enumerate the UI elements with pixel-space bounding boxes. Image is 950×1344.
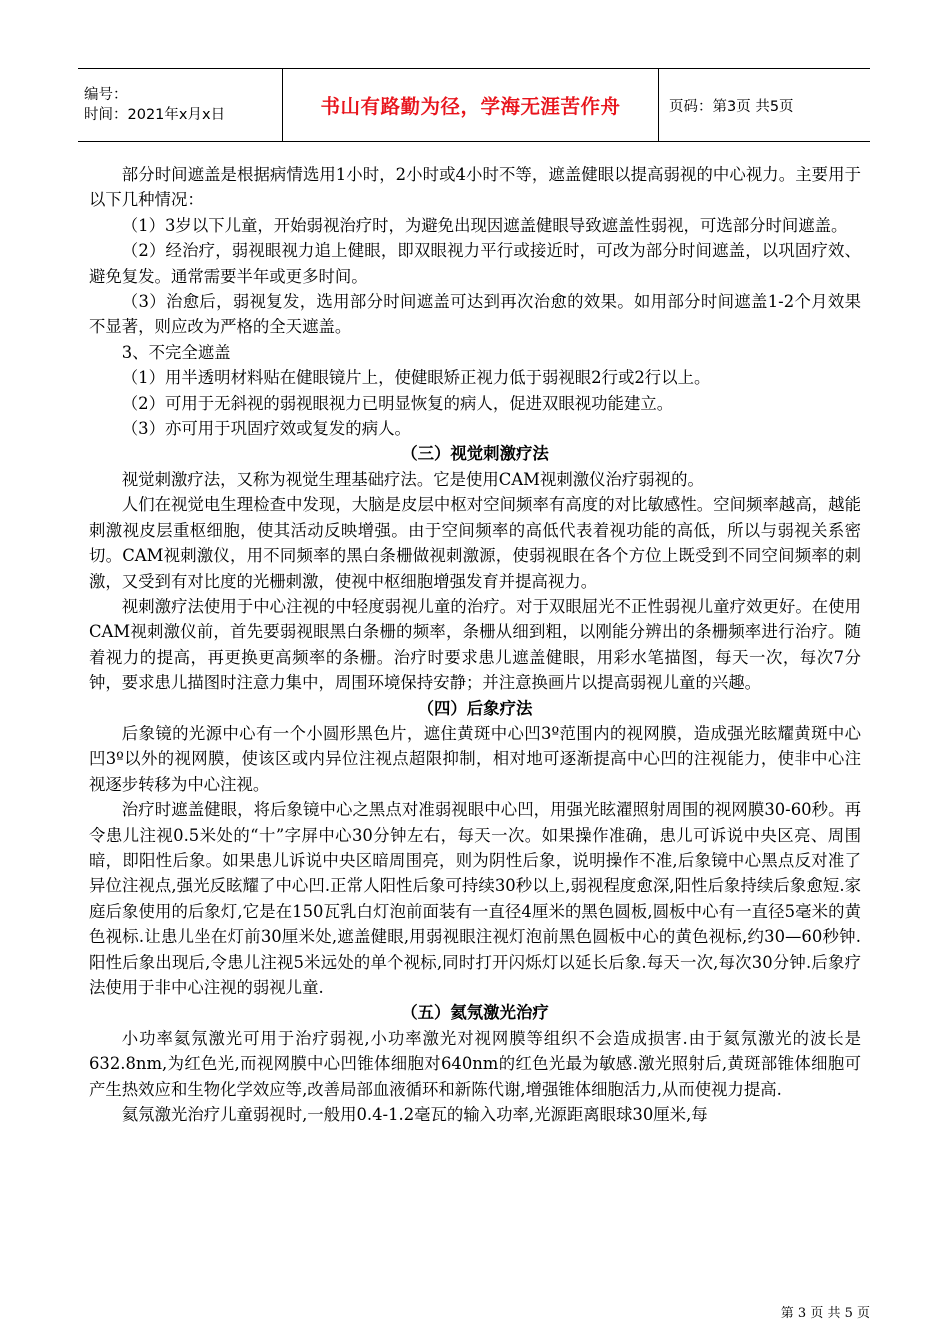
header-meta	[78, 69, 283, 141]
body-paragraph: （3）治愈后，弱视复发，选用部分时间遮盖可达到再次治愈的效果。如用部分时间遮盖1-2个月效果不显著，则应改为严格的全天遮盖。	[89, 292, 861, 337]
page-header	[78, 68, 870, 142]
body-paragraph: 3、不完全遮盖	[121, 342, 231, 362]
body-paragraph: 视刺激疗法使用于中心注视的中轻度弱视儿童的治疗。对于双眼屈光不正性弱视儿童疗效更好。在使用CAM视刺激仪前，首先要弱视眼黑白条栅的频率，条栅从细到粗，以刚能分辨出的条栅频率进行治疗。随着视力的提高，再更换更高频率的条栅。治疗时要求患儿遮盖健眼，用彩水笔描图，每天一次，每次7分钟，要求患儿描图时注意力集中，周围环境保持安静；并注意换画片以提高弱视儿童的兴趣。	[89, 596, 861, 693]
document-time-label: 时间：2021年x月x日	[84, 107, 226, 123]
body-paragraph: 小功率氦氖激光可用于治疗弱视,小功率激光对视网膜等组织不会造成损害.由于氦氖激光的波长是632.8nm,为红色光,而视网膜中心凹锥体细胞对640nm的红色光最为敏感.激光照射后,黄斑部锥体细胞可产生热效应和生物化学效应等,改善局部血液循环和新陈代谢,增强锥体细胞活力,从而使视力提高.	[89, 1028, 861, 1099]
body-paragraph: （3）亦可用于巩固疗效或复发的病人。	[121, 419, 411, 439]
body-paragraph: 氦氖激光治疗儿童弱视时,一般用0.4-1.2毫瓦的输入功率,光源距离眼球30厘米,每	[121, 1105, 708, 1125]
body-paragraph: 部分时间遮盖是根据病情选用1小时，2小时或4小时不等，遮盖健眼以提高弱视的中心视力。主要用于以下几种情况：	[89, 165, 861, 210]
section-heading: （四）后象疗法	[417, 698, 533, 718]
header-motto-cell	[283, 69, 659, 141]
section-heading: （五）氦氖激光治疗	[401, 1003, 549, 1023]
document-body	[89, 162, 861, 1127]
body-paragraph: （2）可用于无斜视的弱视眼视力已明显恢复的病人，促进双眼视功能建立。	[121, 393, 674, 413]
body-paragraph: （1）3岁以下儿童，开始弱视治疗时，为避免出现因遮盖健眼导致遮盖性弱视，可选部分时间遮盖。	[121, 215, 848, 235]
body-paragraph: 人们在视觉电生理检查中发现，大脑是皮层中枢对空间频率有高度的对比敏感性。空间频率越高，越能刺激视皮层重枢细胞，使其活动反映增强。由于空间频率的高低代表着视功能的高低，所以与弱视关系密切。CAM视刺激仪，用不同频率的黑白条栅做视刺激源，使弱视眼在各个方位上既受到不同空间频率的刺激，又受到有对比度的光栅刺激，使视中枢细胞增强发育并提高视力。	[89, 495, 861, 591]
page-footer: 第 3 页 共 5 页	[780, 1306, 870, 1321]
body-paragraph: （2）经治疗，弱视眼视力追上健眼，即双眼视力平行或接近时，可改为部分时间遮盖，以巩固疗效、避免复发。通常需要半年或更多时间。	[89, 241, 861, 286]
body-paragraph: （1）用半透明材料贴在健眼镜片上，使健眼矫正视力低于弱视眼2行或2行以上。	[121, 368, 711, 388]
document-number-label: 编号：	[84, 87, 128, 103]
section-heading: （三）视觉刺激疗法	[401, 444, 549, 464]
body-paragraph: 视觉刺激疗法，又称为视觉生理基础疗法。它是使用CAM视刺激仪治疗弱视的。	[121, 469, 704, 489]
header-page-cell	[659, 69, 870, 141]
header-motto: 书山有路勤为径，学海无涯苦作舟	[320, 95, 621, 118]
header-page-info: 页码：第3页 共5页	[669, 98, 794, 115]
body-paragraph: 治疗时遮盖健眼，将后象镜中心之黑点对准弱视眼中心凹，用强光眩濯照射周围的视网膜30-60秒。再令患儿注视0.5米处的“十”字屏中心30分钟左右，每天一次。如果操作准确，患儿可诉说中央区亮、周围暗，即阳性后象。如果患儿诉说中央区暗周围亮，则为阴性后象，说明操作不准,后象镜中心黑点反对准了异位注视点,强光反眩耀了中心凹.正常人阳性后象可持续30秒以上,弱视程度愈深,阳性后象持续后象愈短.家庭后象使用的后象灯,它是在150瓦乳白灯泡前面装有一直径4厘米的黑色圆板,圆板中心有一直径5毫米的黄色视标.让患儿坐在灯前30厘米处,遮盖健眼,用弱视眼注视灯泡前黑色圆板中心的黄色视标,约30—60秒钟.阳性后象出现后,令患儿注视5米远处的单个视标,同时打开闪烁灯以延长后象.每天一次,每次30分钟.后象疗法使用于非中心注视的弱视儿童.	[89, 800, 861, 997]
body-paragraph: 后象镜的光源中心有一个小圆形黑色片，遮住黄斑中心凹3º范围内的视网膜，造成强光眩耀黄斑中心凹3º以外的视网膜，使该区或内异位注视点超限抑制，相对地可逐渐提高中心凹的注视能力，使非中心注视逐步转移为中心注视。	[89, 723, 861, 794]
